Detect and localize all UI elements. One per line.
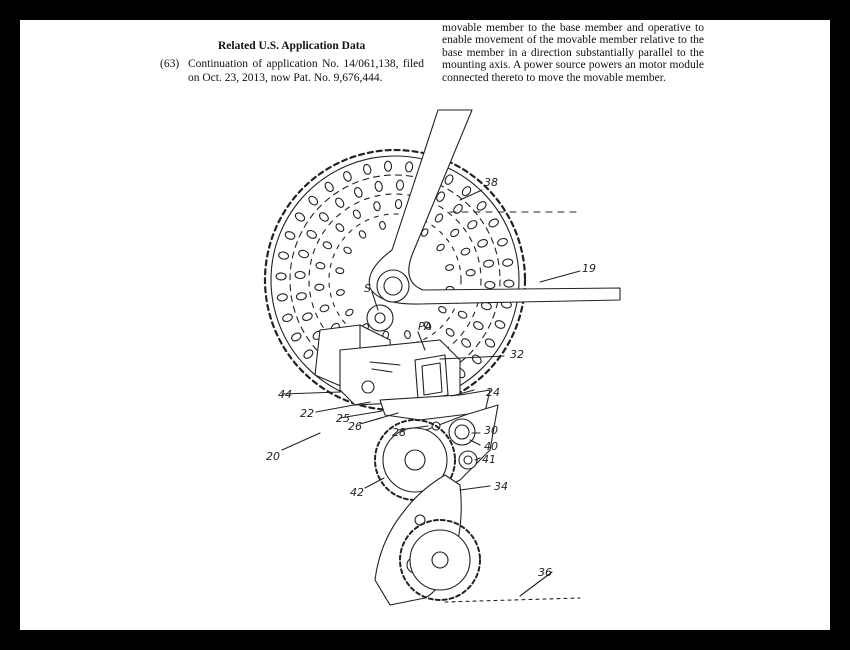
- cassette-hole: [353, 186, 363, 198]
- cassette-hole: [352, 209, 362, 220]
- cassette-hole: [484, 337, 496, 348]
- cassette-hole: [294, 211, 306, 222]
- cassette-hole: [335, 267, 344, 274]
- ref-numeral-25: 25: [336, 412, 350, 425]
- cassette-hole: [319, 304, 330, 313]
- ref-numeral-26: 26: [348, 420, 362, 433]
- ref-numeral-pa: PA: [418, 320, 432, 333]
- cassette-hole: [315, 284, 325, 291]
- ref-numeral-s: S: [364, 282, 371, 295]
- cassette-hole: [483, 259, 494, 268]
- cassette-hole: [404, 330, 411, 339]
- abstract-line: enable movement of the movable member relative to the: [442, 34, 704, 47]
- cassette-hole: [457, 310, 468, 320]
- cassette-hole: [323, 181, 334, 193]
- ref-numeral-44: 44: [278, 388, 292, 401]
- cassette-hole: [502, 258, 513, 266]
- cassette-hole: [396, 180, 404, 190]
- patent-figure-drawing: [20, 20, 830, 630]
- cassette-hole: [452, 203, 464, 215]
- cassette-hole: [384, 161, 392, 171]
- cassette-hole: [318, 211, 330, 223]
- cassette-hole: [460, 247, 471, 256]
- cassette-hole: [497, 237, 509, 247]
- cassette-hole: [471, 353, 483, 365]
- ref-numeral-24: 24: [486, 386, 500, 399]
- abstract-line: movable member to the base member and operative to: [442, 22, 704, 34]
- cassette-hole: [373, 201, 381, 211]
- ref-numeral-34: 34: [494, 480, 508, 493]
- cassette-hole: [460, 337, 472, 349]
- abstract-line: mounting axis. A power source powers an motor module: [442, 59, 704, 72]
- cassette-hole: [449, 228, 460, 238]
- cassette-hole: [488, 217, 500, 228]
- lower-pulley: [400, 520, 480, 600]
- ref-numeral-32: 32: [510, 348, 524, 361]
- cassette-hole: [335, 222, 346, 233]
- cassette-hole: [494, 319, 506, 329]
- cassette-hole: [295, 271, 305, 279]
- cassette-hole: [282, 313, 294, 323]
- cassette-hole: [374, 181, 383, 192]
- patent-page: [20, 20, 830, 630]
- cassette-hole: [395, 199, 402, 208]
- cassette-hole: [278, 251, 289, 260]
- cassette-hole: [336, 289, 345, 296]
- cassette-hole: [472, 320, 484, 331]
- cassette-hole: [434, 213, 444, 224]
- cassette-hole: [290, 331, 302, 342]
- ref-numeral-36: 36: [538, 566, 552, 579]
- ref-numeral-20: 20: [266, 450, 280, 463]
- cassette-hole: [466, 269, 476, 276]
- ref-numeral-40: 40: [484, 440, 498, 453]
- cassette-hole: [296, 292, 307, 301]
- ref-numeral-38: 38: [484, 176, 498, 189]
- cassette-hole: [445, 327, 456, 338]
- cassette-hole: [284, 230, 296, 240]
- cassette-hole: [345, 308, 355, 317]
- continuation-text: Continuation of application No. 14/061,138, filed on Oct. 23, 2013, now Pat. No. 9,676,444.: [188, 58, 424, 84]
- cassette-hole: [466, 219, 478, 231]
- chain-line: [445, 598, 580, 602]
- cassette-hole: [436, 243, 446, 252]
- cassette-hole: [379, 221, 386, 230]
- cassette-hole: [322, 240, 333, 250]
- ref-numeral-22: 22: [300, 407, 314, 420]
- cassette-hole: [302, 348, 314, 360]
- ref-numeral-41: 41: [482, 453, 496, 466]
- cassette-hole: [342, 170, 353, 182]
- cassette-hole: [307, 195, 319, 207]
- cassette-hole: [438, 305, 448, 314]
- abstract-line: connected thereto to move the movable member.: [442, 71, 666, 84]
- cassette-hole: [358, 230, 367, 240]
- cassette-hole: [504, 280, 514, 287]
- cassette-hole: [334, 197, 346, 209]
- ref-numeral-28: 28: [392, 426, 406, 439]
- cassette-hole: [306, 229, 318, 240]
- cassette-hole: [277, 293, 288, 301]
- continuation-code: (63): [160, 58, 180, 70]
- cassette-hole: [363, 164, 372, 175]
- cassette-hole: [477, 238, 489, 248]
- cassette-hole: [476, 200, 488, 212]
- cassette-hole: [315, 262, 325, 270]
- ref-numeral-30: 30: [484, 424, 498, 437]
- ref-numeral-42: 42: [350, 486, 364, 499]
- ref-numeral-19: 19: [582, 262, 596, 275]
- abstract-line: base member in a direction substantially parallel to the: [442, 46, 704, 59]
- cassette-hole: [405, 162, 413, 173]
- cassette-hole: [298, 249, 310, 258]
- cassette-hole: [301, 312, 313, 322]
- cassette-hole: [445, 264, 454, 271]
- cassette-hole: [485, 281, 495, 289]
- cassette-hole: [276, 273, 286, 280]
- cassette-hole: [343, 246, 353, 255]
- related-application-heading: Related U.S. Application Data: [218, 40, 366, 52]
